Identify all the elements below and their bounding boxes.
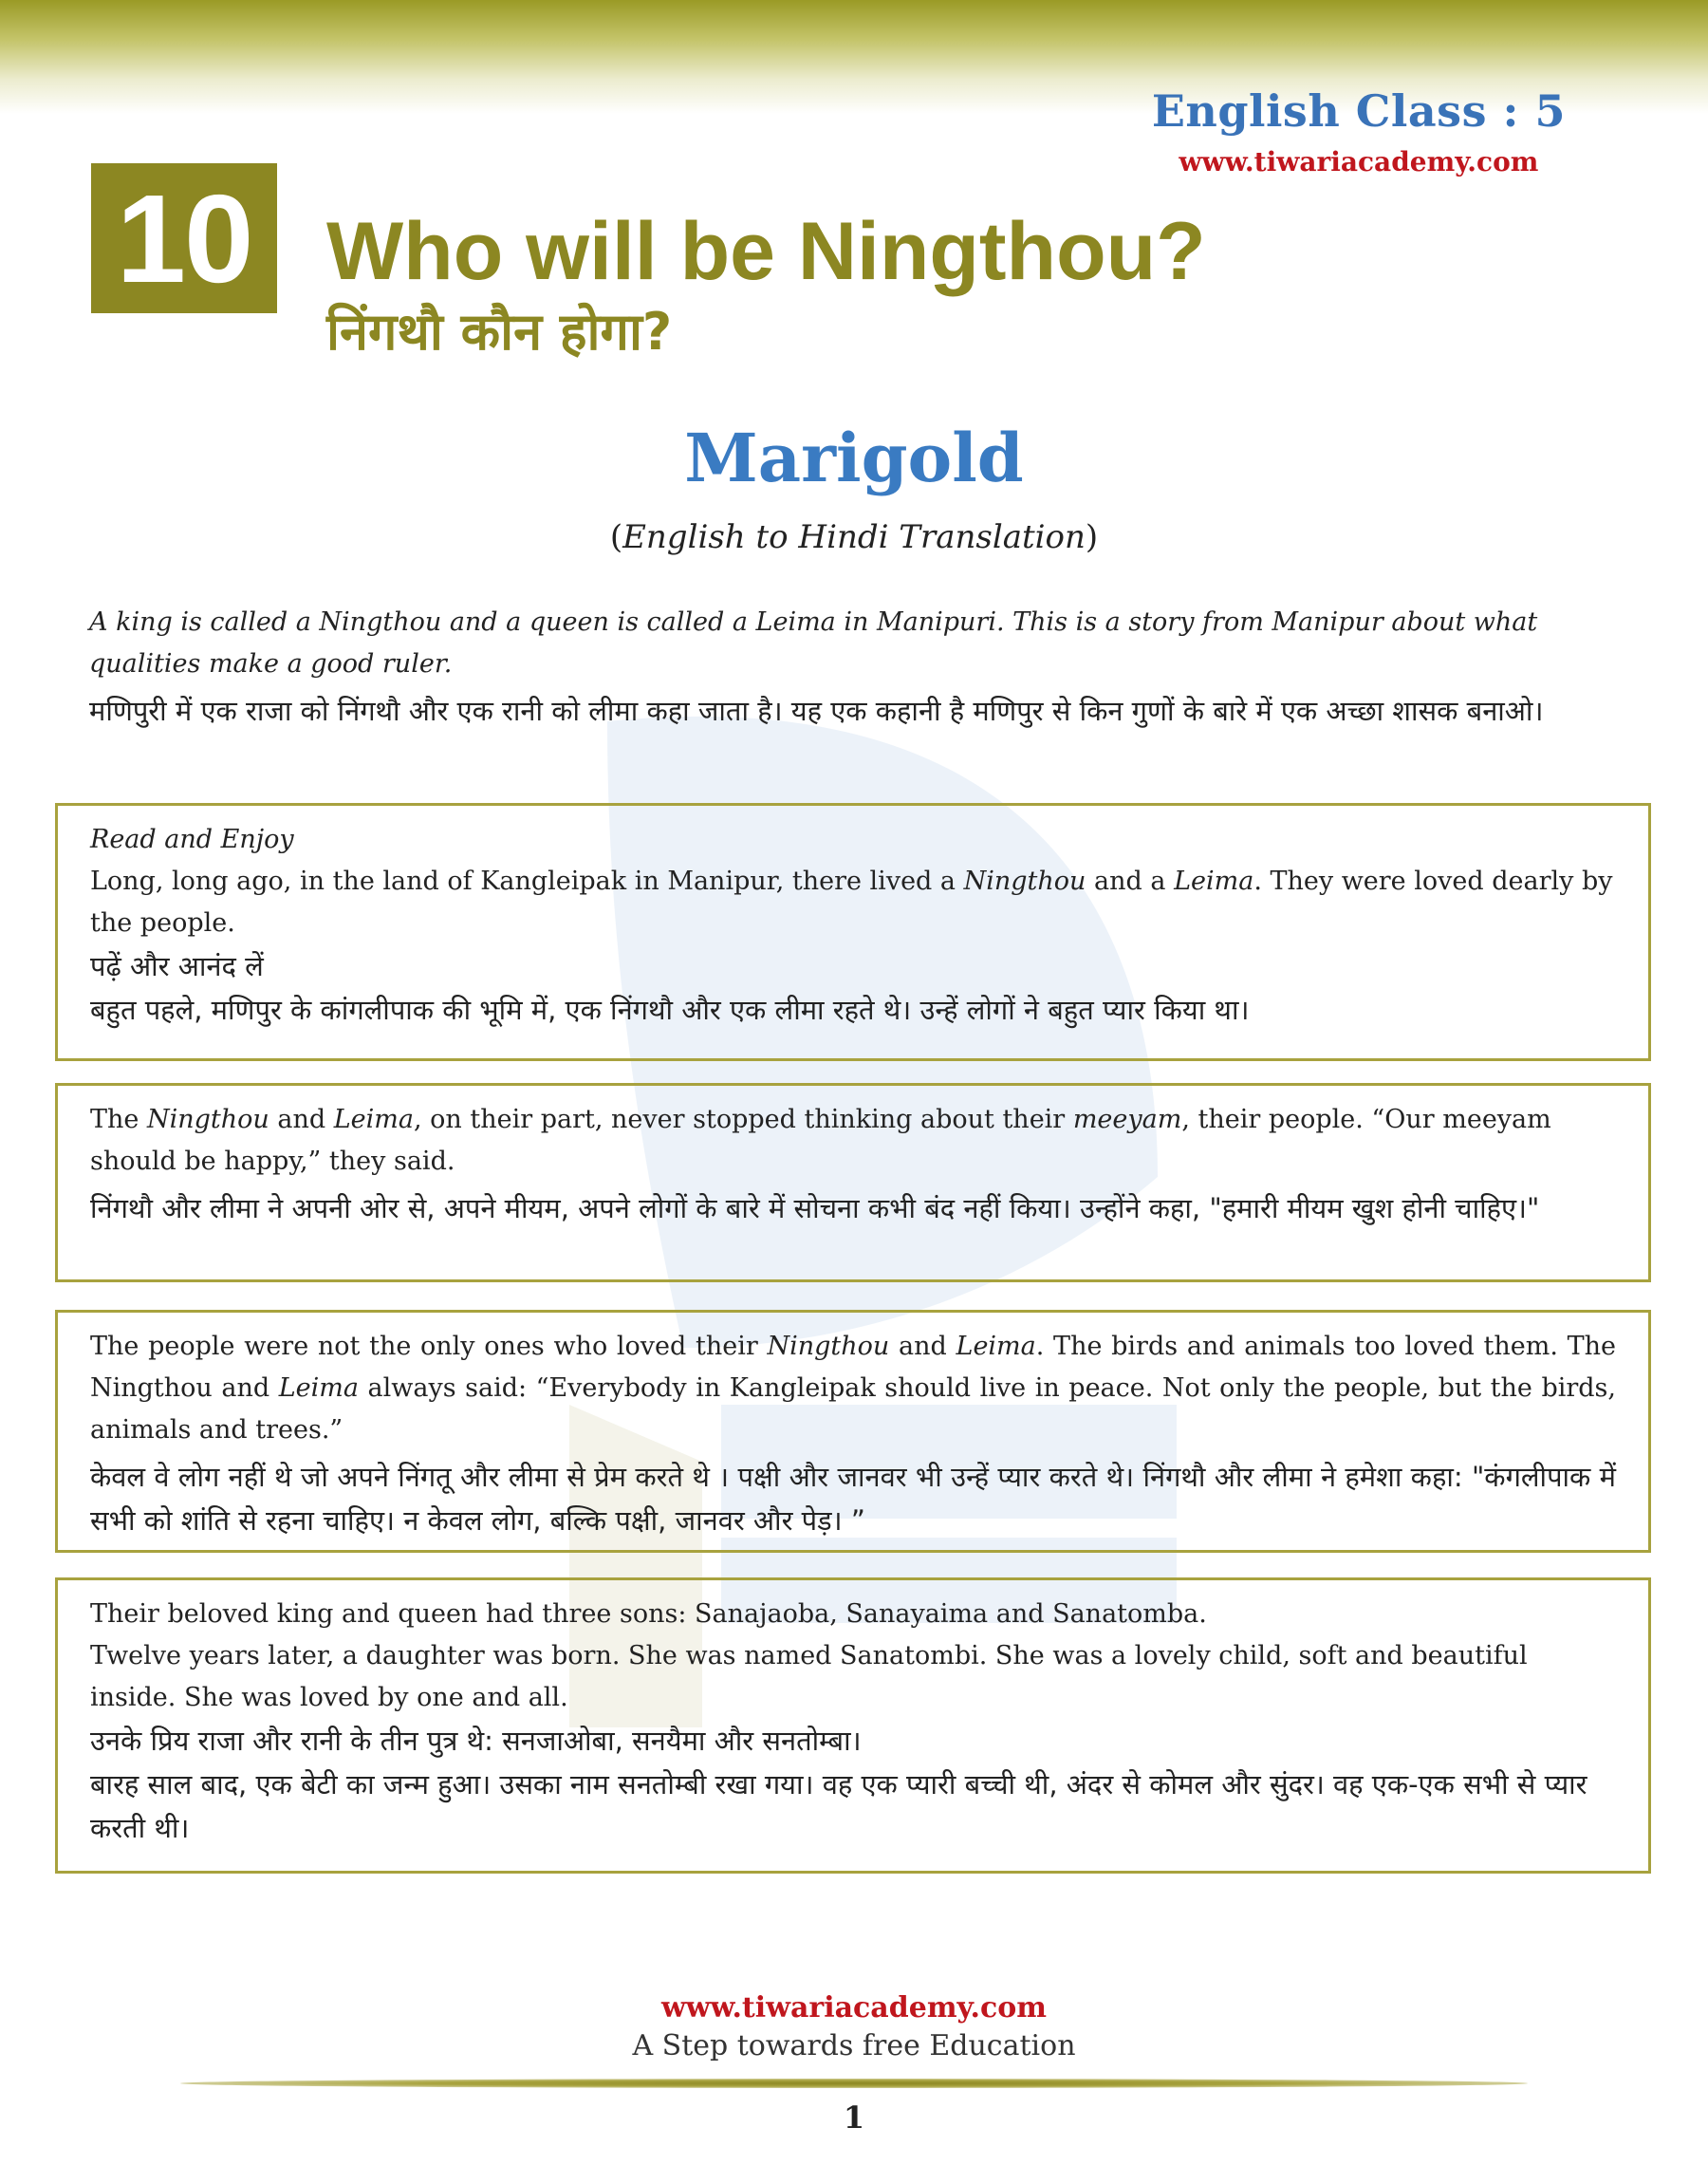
intro-hindi: मणिपुरी में एक राजा को निंगथौ और एक रानी को लीमा कहा जाता है। यह एक कहानी है मणिपुर से किन गुणों के बारे में एक अच्छा शासक बनाओ।: [89, 695, 1544, 727]
chapter-title-hindi: निंगथौ कौन होगा?: [326, 302, 673, 362]
read-enjoy-heading: Read and Enjoy: [90, 825, 294, 854]
book-name: Marigold: [684, 419, 1024, 497]
chapter-title-english: Who will be Ningthou?: [326, 206, 1206, 297]
footer-website-link[interactable]: www.tiwariacademy.com: [660, 1991, 1048, 2024]
read-enjoy-heading-hindi: पढ़ें और आनंद लें: [90, 950, 264, 982]
story-hindi-1: बहुत पहले, मणिपुर के कांगलीपाक की भूमि में, एक निंगथौ और एक लीमा रहते थे। उन्हें लोगों ने बहुत प्यार किया था।: [90, 994, 1250, 1026]
chapter-number-badge: 10: [91, 163, 277, 313]
book-subtitle: (English to Hindi Translation): [609, 518, 1099, 556]
story-english-4a: Their beloved king and queen had three sons: Sanajaoba, Sanayaima and Sanatomba.: [90, 1599, 1207, 1629]
intro-english: A king is called a Ningthou and a queen is called a Leima in Manipuri. This is a story from Manipur about what qualities make a good ruler.: [89, 607, 1538, 679]
story-english-4b: Twelve years later, a daughter was born. She was named Sanatombi. She was a lovely child, soft and beautiful inside. She was loved by one and all.: [90, 1641, 1528, 1712]
subtitle-text: English to Hindi Translation: [622, 518, 1086, 556]
story-box-3: [55, 1310, 1651, 1553]
story-box-2: [55, 1083, 1651, 1282]
story-box-1: [55, 803, 1651, 1061]
header-website-link[interactable]: www.tiwariacademy.com: [1179, 146, 1539, 177]
story-hindi-2: निंगथौ और लीमा ने अपनी ओर से, अपने मीयम, अपने लोगों के बारे में सोचना कभी बंद नहीं किया। उन्होंने कहा, "हमारी मीयम खुश होनी चाहिए।": [90, 1192, 1540, 1224]
intro-section: [89, 602, 1626, 733]
story-english-2: The Ningthou and Leima, on their part, never stopped thinking about their meeyam, their people. “Our meeyam should be happy,” they said.: [90, 1105, 1551, 1176]
story-hindi-4b: बारह साल बाद, एक बेटी का जन्म हुआ। उसका नाम सनतोम्बी रखा गया। वह एक प्यारी बच्ची थी, अंदर से कोमल और सुंदर। वह एक-एक सभी से प्यार करती थी।: [90, 1768, 1587, 1844]
class-label: English Class : 5: [1151, 85, 1566, 137]
footer-divider: [180, 2079, 1528, 2088]
story-hindi-3: केवल वे लोग नहीं थे जो अपने निंगतू और लीमा से प्रेम करते थे । पक्षी और जानवर भी उन्हें प्यार करते थे। निंगथौ और लीमा ने हमेशा कहा: "कंगलीपाक में सभी को शांति से रहना चाहिए। न केवल लोग, बल्कि पक्षी, जानवर और पेड़। ”: [90, 1461, 1616, 1537]
brand-block: [1152, 85, 1566, 177]
footer-tagline: A Step towards free Education: [632, 2029, 1076, 2062]
story-english-1: Long, long ago, in the land of Kangleipak in Manipur, there lived a Ningthou and a Leima. They were loved dearly by the people.: [90, 867, 1613, 938]
story-box-4: [55, 1577, 1651, 1874]
story-english-3: The people were not the only ones who loved their Ningthou and Leima. The birds and animals too loved them. The Ningthou and Leima always said: “Everybody in Kangleipak should live in peace. Not only the people, but the birds, animals and trees.”: [90, 1332, 1617, 1445]
page-number: 1: [843, 2099, 865, 2136]
story-hindi-4a: उनके प्रिय राजा और रानी के तीन पुत्र थे: सनजाओबा, सनयैमा और सनतोम्बा।: [90, 1725, 862, 1757]
